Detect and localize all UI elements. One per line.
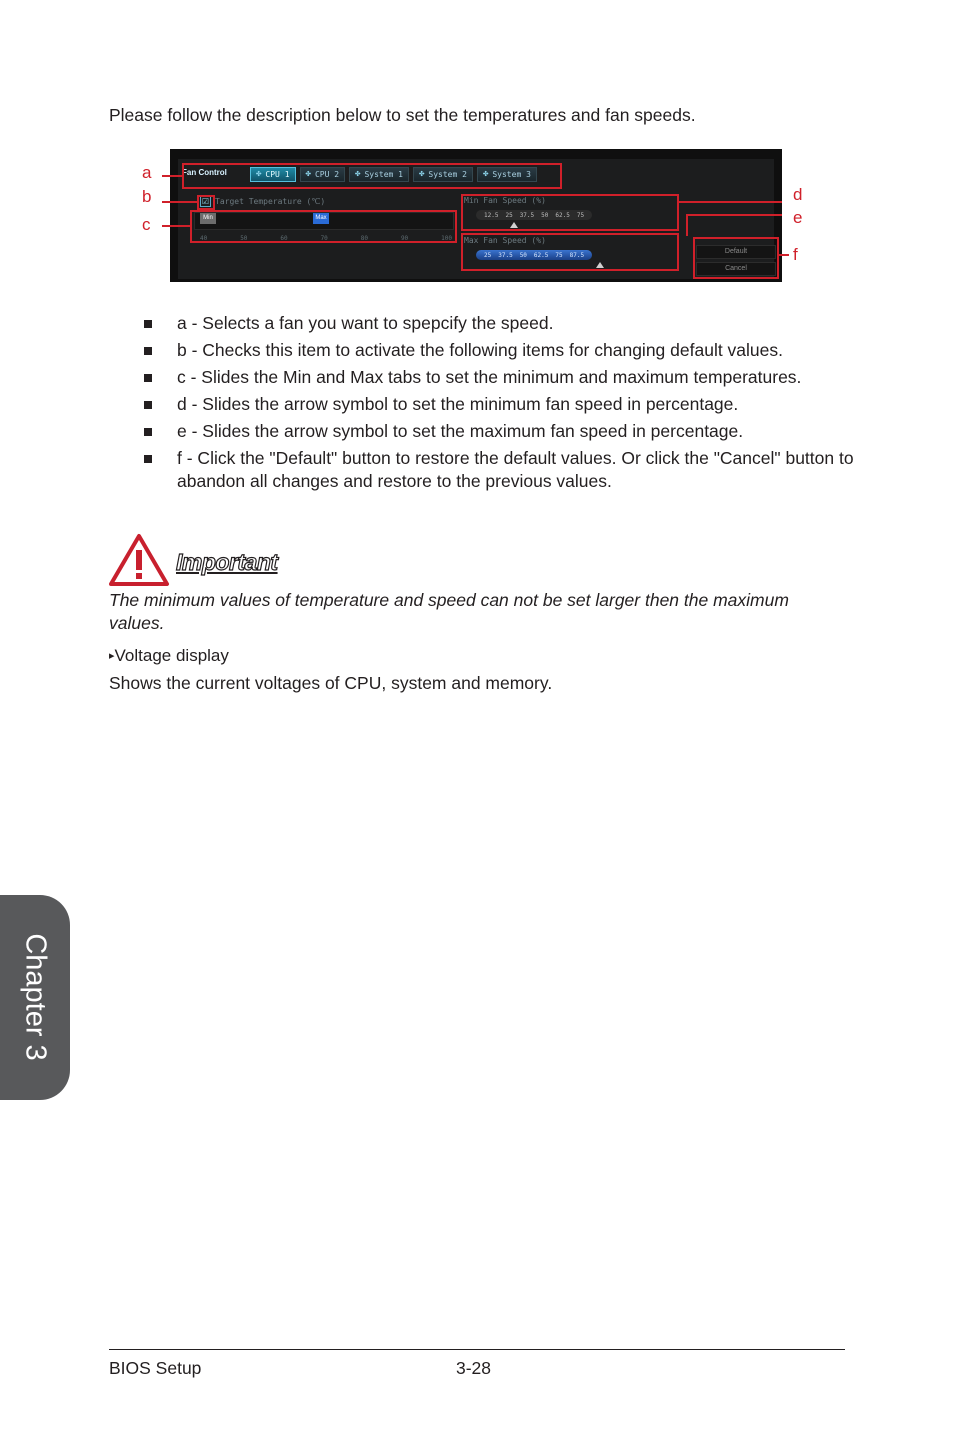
callout-box-e xyxy=(461,233,679,271)
callout-c: c xyxy=(142,215,151,234)
footer-section-title: BIOS Setup xyxy=(109,1358,202,1378)
tick-label: 100 xyxy=(441,235,452,242)
bullet-square-icon xyxy=(144,455,152,463)
leader-line-b xyxy=(162,201,197,203)
tick-label: 90 xyxy=(400,235,409,242)
speed-value: 62.5 xyxy=(533,251,549,259)
chapter-tab xyxy=(0,895,70,1100)
fan-tab-system1[interactable]: ✤ System 1 xyxy=(349,167,409,182)
voltage-display-text: Shows the current voltages of CPU, system and memory. xyxy=(109,673,553,693)
fan-icon: ✤ xyxy=(305,169,311,179)
list-item xyxy=(141,447,861,493)
voltage-display-heading xyxy=(109,646,229,666)
speed-value: 25 xyxy=(505,211,513,219)
min-fan-speed-label: Min Fan Speed (%) xyxy=(464,196,546,205)
speed-value: 50 xyxy=(519,251,527,259)
max-temperature-thumb[interactable]: Max xyxy=(313,213,329,224)
callout-f: f xyxy=(793,245,798,264)
callout-box-c xyxy=(190,210,457,243)
item-text: - Slides the arrow symbol to set the maximum fan speed in percentage. xyxy=(186,421,744,441)
callout-box-a xyxy=(182,163,562,189)
leader-line-e xyxy=(686,214,782,216)
fan-tab-system3[interactable]: ✤ System 3 xyxy=(477,167,537,182)
voltage-display-title: Voltage display xyxy=(114,646,229,665)
item-text: - Selects a fan you want to spepcify the speed. xyxy=(186,313,554,333)
fan-icon: ✤ xyxy=(256,169,262,179)
bullet-square-icon xyxy=(144,428,152,436)
arrow-marker-icon: ▸ xyxy=(109,650,115,662)
item-text: - Slides the Min and Max tabs to set the minimum and maximum temperatures. xyxy=(185,367,802,387)
item-text: - Slides the arrow symbol to set the minimum fan speed in percentage. xyxy=(186,394,739,414)
leader-line-e-vertical xyxy=(686,214,688,236)
footer-divider xyxy=(109,1349,845,1350)
callout-box-b xyxy=(197,195,215,210)
fan-icon: ✤ xyxy=(482,169,489,179)
list-item xyxy=(141,339,861,362)
min-temperature-thumb[interactable]: Min xyxy=(200,213,216,224)
speed-value: 75 xyxy=(576,211,585,219)
tick-label: 50 xyxy=(240,235,248,242)
bullet-square-icon xyxy=(144,347,152,355)
fan-icon: ✤ xyxy=(355,169,361,179)
tick-label: 80 xyxy=(360,235,368,242)
item-key: d xyxy=(177,394,187,414)
target-temperature-label: Target Temperature (℃) xyxy=(215,197,326,206)
important-heading: Important xyxy=(176,549,278,575)
fan-icon: ✤ xyxy=(418,169,425,179)
tick-label: 60 xyxy=(280,235,288,242)
callout-d: d xyxy=(793,185,803,204)
fan-tab-cpu2[interactable]: ✤ CPU 2 xyxy=(300,167,346,182)
fan-tab-system2[interactable]: ✤ System 2 xyxy=(413,167,473,182)
page-number: 3-28 xyxy=(456,1358,492,1378)
intro-paragraph: Please follow the description below to set the temperatures and fan speeds. xyxy=(109,105,696,125)
important-text: The minimum values of temperature and speed can not be set larger then the maximum values. xyxy=(109,590,789,633)
leader-line-d xyxy=(679,201,782,203)
item-key: f xyxy=(177,448,182,468)
callout-a: a xyxy=(142,163,152,182)
warning-icon xyxy=(108,533,170,587)
item-text: - Click the "Default" button to restore the default values. Or click the "Cancel" button to abandon all changes and restore to the previous values. xyxy=(177,448,854,491)
speed-value: 37.5 xyxy=(519,211,535,219)
cancel-button[interactable]: Cancel xyxy=(696,262,776,276)
item-key: e xyxy=(177,421,187,441)
default-button[interactable]: Default xyxy=(696,245,776,259)
leader-line-f xyxy=(779,254,789,256)
bullet-square-icon xyxy=(144,374,152,382)
fan-control-label: Fan Control xyxy=(182,168,227,177)
tick-label: 40 xyxy=(200,235,208,242)
speed-value: 87.5 xyxy=(569,251,585,259)
speed-value: 37.5 xyxy=(498,251,513,259)
speed-value: 50 xyxy=(541,211,549,219)
list-item xyxy=(141,312,861,335)
fan-tab-cpu1[interactable]: ✤ CPU 1 xyxy=(250,167,296,182)
callout-box-d xyxy=(461,194,679,231)
speed-value: 25 xyxy=(484,251,492,259)
target-temperature-checkbox[interactable]: ☑ xyxy=(201,197,210,206)
list-item xyxy=(141,366,861,389)
leader-line-c xyxy=(162,225,190,227)
item-key: b xyxy=(177,340,187,360)
speed-value: 12.5 xyxy=(484,211,499,219)
callout-e: e xyxy=(793,208,803,227)
description-list xyxy=(141,312,861,497)
bullet-square-icon xyxy=(144,320,152,328)
item-key: c xyxy=(177,367,186,387)
list-item xyxy=(141,393,861,416)
speed-value: 62.5 xyxy=(555,211,570,219)
list-item xyxy=(141,420,861,443)
callout-box-f xyxy=(693,237,779,279)
tick-label: 70 xyxy=(320,235,328,242)
speed-value: 75 xyxy=(555,251,563,259)
chapter-label: Chapter 3 xyxy=(19,933,52,1061)
callout-b: b xyxy=(142,187,152,206)
item-text: - Checks this item to activate the following items for changing default values. xyxy=(186,340,783,360)
max-fan-speed-label: Max Fan Speed (%) xyxy=(464,236,546,245)
item-key: a xyxy=(177,313,187,333)
leader-line-a xyxy=(162,175,182,177)
bullet-square-icon xyxy=(144,401,152,409)
